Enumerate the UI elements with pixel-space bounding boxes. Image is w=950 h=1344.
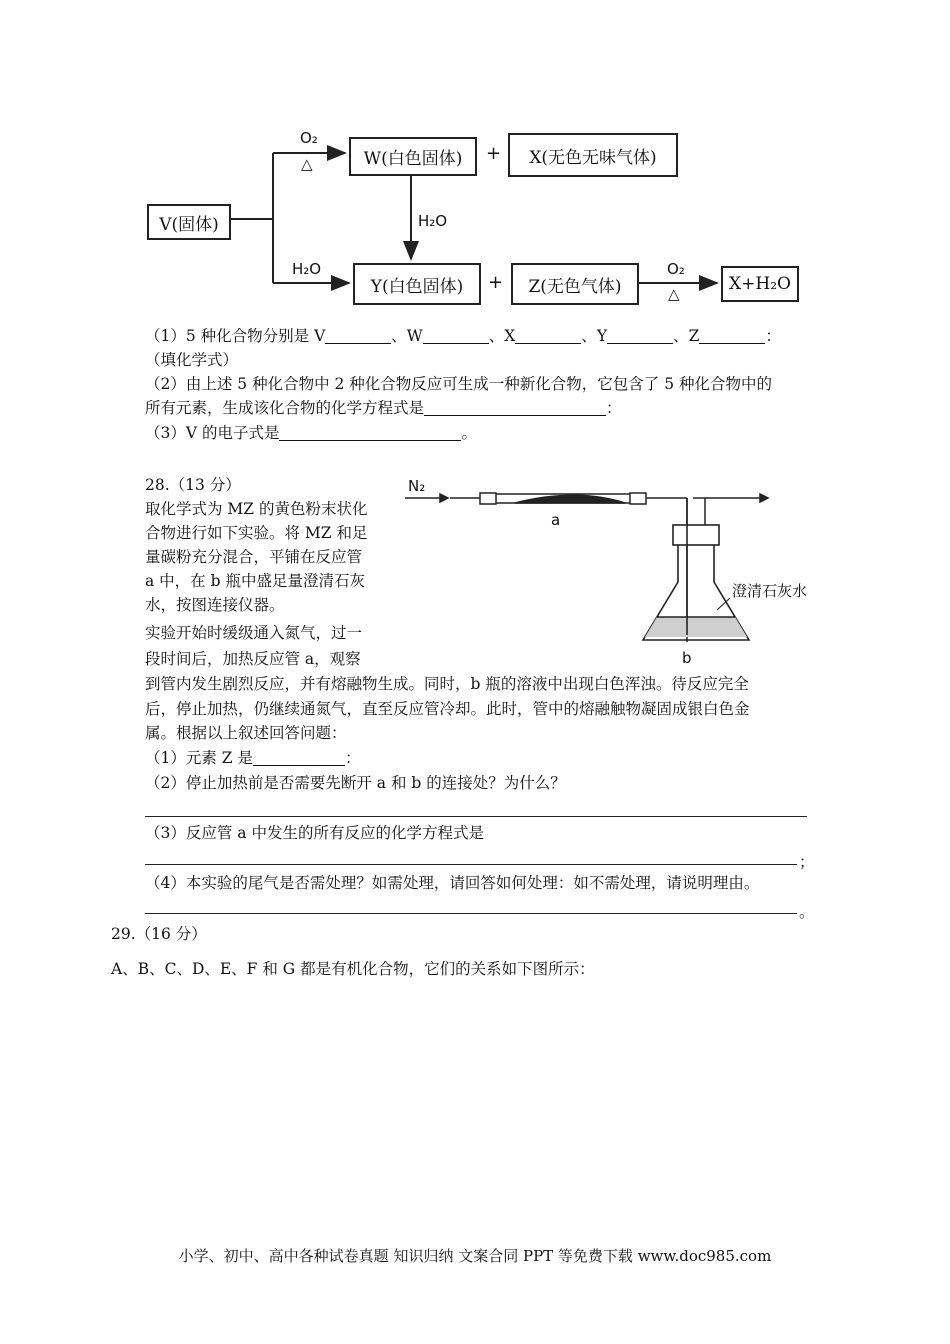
- v-box: V(固体): [147, 204, 231, 240]
- z-box: Z(无色气体): [511, 263, 639, 305]
- y-box: Y(白色固体): [353, 263, 481, 305]
- q27-p1-z: Z: [688, 327, 700, 345]
- h2o-label-bottom: H₂O: [292, 260, 322, 278]
- separator: 、: [673, 327, 689, 345]
- q27-part3: [145, 422, 477, 444]
- q28-part4: （4）本实验的尾气是否需处理？如需处理，请回答如何处理：如不需处理，请说明理由。: [145, 874, 760, 892]
- q28-text-line: 段时间后，加热反应管 a，观察: [145, 650, 361, 668]
- n2-label: N₂: [408, 477, 426, 495]
- answer-blank-electron-formula[interactable]: [279, 424, 461, 441]
- q27-p2-text: 所有元素，生成该化合物的化学方程式是: [145, 399, 425, 417]
- answer-blank-x[interactable]: [515, 327, 581, 344]
- q27-part1-note: （填化学式）: [145, 351, 239, 369]
- q27-p1-end: ：: [765, 327, 781, 345]
- answer-blank-element-z[interactable]: [253, 749, 345, 766]
- answer-line-q2[interactable]: [145, 816, 807, 817]
- q27-p1-x: X: [504, 327, 516, 345]
- q28-text-line: 合物进行如下实验。将 MZ 和足: [145, 524, 368, 542]
- q28-header: 28.（13 分）: [145, 476, 241, 494]
- separator: 、: [488, 327, 505, 345]
- separator: 、: [581, 327, 597, 345]
- answer-blank-w[interactable]: [423, 327, 489, 344]
- q28-q4-end: 。: [799, 903, 815, 921]
- q27-p3-end: 。: [461, 424, 477, 442]
- o2-label-top: O₂: [300, 129, 318, 147]
- q28-text-full: 后，停止加热，仍继续通氮气，直至反应管冷却。此时，管中的熔融触物凝固成银白色金: [145, 700, 750, 718]
- q28-q1-end: ：: [345, 749, 361, 767]
- q27-p2-end: ：: [606, 399, 622, 417]
- page-footer: 小学、初中、高中各种试卷真题 知识归纳 文案合同 PPT 等免费下载 www.doc985.com: [178, 1247, 772, 1265]
- x-h2o-box: X+H₂O: [721, 266, 799, 302]
- flask-b-label: b: [682, 649, 692, 667]
- q29-text: A、B、C、D、E、F 和 G 都是有机化合物，它们的关系如下图所示：: [111, 960, 595, 978]
- diagram-connectors: [0, 0, 950, 320]
- q28-q3-end: ；: [799, 853, 815, 871]
- q28-text-line: 水，按图连接仪器。: [145, 596, 285, 614]
- q29-header: 29.（16 分）: [111, 925, 207, 943]
- q27-p1-text: （1）5 种化合物分别是 V: [145, 327, 326, 345]
- q28-part2: （2）停止加热前是否需要先断开 a 和 b 的连接处？为什么？: [145, 774, 566, 792]
- answer-blank-equation[interactable]: [424, 399, 606, 416]
- q27-p1-y: Y: [596, 327, 608, 345]
- x-box: X(无色无味气体): [508, 133, 678, 177]
- q28-part1: [145, 747, 361, 769]
- reaction-tube-a: [450, 493, 646, 504]
- q28-text-full: 属。根据以上叙述回答问题：: [145, 724, 347, 742]
- answer-line-q3[interactable]: [145, 864, 797, 865]
- q27-part1: [145, 325, 781, 347]
- q28-text-line: 取化学式为 MZ 的黄色粉末状化: [145, 500, 368, 518]
- o2-label-right: O₂: [667, 260, 685, 278]
- q28-text-line: a 中，在 b 瓶中盛足量澄清石灰: [145, 572, 365, 590]
- h2o-label-vertical: H₂O: [418, 212, 448, 230]
- q27-part2-line1: （2）由上述 5 种化合物中 2 种化合物反应可生成一种新化合物，它包含了 5 种化合物中的: [145, 375, 773, 393]
- q27-p3-text: （3）V 的电子式是: [145, 424, 280, 442]
- flask-b: [643, 498, 749, 640]
- plus-sign-bottom: +: [488, 272, 504, 293]
- q28-text-line: 实验开始时缓级通入氮气，过一: [145, 624, 363, 642]
- separator: 、: [391, 327, 407, 345]
- q27-p1-w: W: [406, 327, 423, 345]
- q28-part3: （3）反应管 a 中发生的所有反应的化学方程式是: [145, 824, 484, 842]
- apparatus-figure: [395, 470, 835, 670]
- answer-blank-y[interactable]: [607, 327, 673, 344]
- q28-text-line: 量碳粉充分混合，平铺在反应管: [145, 548, 363, 566]
- q28-text-full: 到管内发生剧烈反应，并有熔融物生成。同时，b 瓶的溶液中出现白色浑浊。待反应完全: [145, 675, 749, 693]
- plus-sign-top: +: [486, 143, 502, 164]
- answer-blank-z[interactable]: [699, 327, 765, 344]
- w-box: W(白色固体): [349, 137, 477, 176]
- q27-part2-line2: [145, 397, 622, 419]
- limewater-label: 澄清石灰水: [732, 582, 808, 600]
- delta-label-right: △: [668, 285, 680, 303]
- delta-label-top: △: [301, 155, 313, 173]
- flow-arrow-n2: [405, 494, 448, 502]
- q28-q1-text: （1）元素 Z 是: [145, 749, 253, 767]
- tube-a-label: a: [551, 511, 561, 529]
- answer-line-q4[interactable]: [145, 913, 797, 914]
- answer-blank-v[interactable]: [325, 327, 391, 344]
